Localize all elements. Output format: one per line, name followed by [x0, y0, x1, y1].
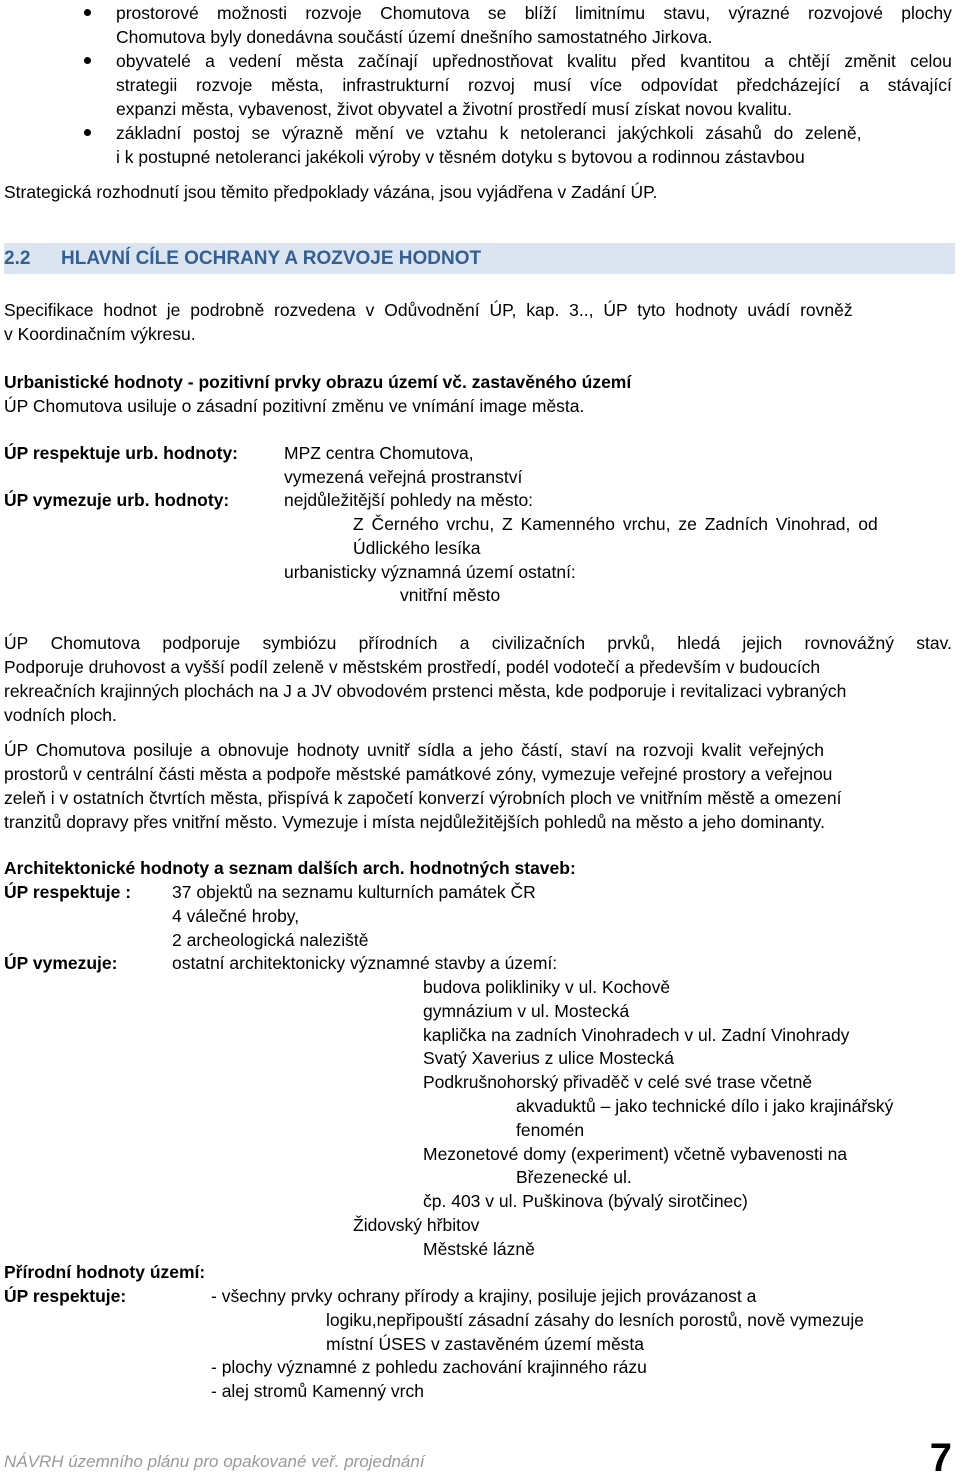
bullet-1-line-2: Chomutova byly donedávna součástí území dnešního samostatného Jirkova.	[116, 27, 713, 47]
arch-respects-item-3: 2 archeologická naleziště	[172, 930, 369, 950]
arch-heading: Architektonické hodnoty a seznam dalších arch. hodnotných staveb:	[4, 858, 576, 878]
spec-line-1: Specifikace hodnot je podrobně rozvedena v Odůvodnění ÚP, kap. 3.., ÚP tyto hodnoty uvádí rovněž	[4, 300, 853, 320]
nature-item-1-line-2: logiku,nepřipouští zásadní zásahy do lesních porostů, nově vymezuje	[326, 1310, 864, 1330]
bullet-3-line-2: i k postupné netoleranci jakékoli výroby v těsném dotyku s bytovou a rodinnou zástavbou	[116, 147, 805, 167]
bullet-dot	[84, 9, 91, 16]
para2-line-1: ÚP Chomutova posiluje a obnovuje hodnoty uvnitř sídla a jeho částí, staví na rozvoji kvalit veřejných	[4, 740, 824, 760]
arch-respects-label: ÚP respektuje :	[4, 882, 132, 902]
page-number: 7	[929, 1436, 952, 1480]
arch-baths: Městské lázně	[423, 1239, 535, 1259]
arch-mezonet-2: Březenecké ul.	[516, 1167, 632, 1187]
strategic-text: Strategická rozhodnutí jsou těmito předpoklady vázána, jsou vyjádřena v Zadání ÚP.	[4, 182, 658, 202]
para1-line-1: ÚP Chomutova podporuje symbiózu přírodních a civilizačních prvků, hledá jejich rovnovážný stav.	[4, 633, 952, 653]
nature-respects-label: ÚP respektuje:	[4, 1286, 127, 1306]
bullet-dot	[84, 129, 91, 136]
footer-text: NÁVRH územního plánu pro opakované veř. projednání	[4, 1452, 425, 1471]
section-heading	[4, 248, 481, 270]
spec-line-2: v Koordinačním výkresu.	[4, 324, 196, 344]
arch-mezonet-1: Mezonetové domy (experiment) včetně vybavenosti na	[423, 1144, 848, 1164]
bullet-3-line-1: základní postoj se výrazně mění ve vztahu k netoleranci jakýchkoli zásahů do zeleně,	[116, 123, 862, 143]
arch-defines-label: ÚP vymezuje:	[4, 953, 118, 973]
arch-item-2: gymnázium v ul. Mostecká	[423, 1001, 630, 1021]
para2-line-3: zeleň i v ostatních čtvrtích města, přispívá k započetí konverzí výrobních ploch ve vnitřním městě a omezení	[4, 788, 842, 808]
urban-defines-4: urbanisticky významná území ostatní:	[284, 562, 576, 582]
arch-respects-item-2: 4 válečné hroby,	[172, 906, 300, 926]
urban-intro: ÚP Chomutova usiluje o zásadní pozitivní změnu ve vnímání image města.	[4, 396, 585, 416]
bullet-2-line-2: strategii rozvoje města, infrastrukturní rozvoj musí více odpovídat předcházející a stávající	[116, 75, 952, 95]
arch-respects-item-1: 37 objektů na seznamu kulturních památek ČR	[172, 882, 536, 902]
para1-line-4: vodních ploch.	[4, 705, 117, 725]
nature-item-1-line-1: - všechny prvky ochrany přírody a krajiny, posiluje jejich provázanost a	[211, 1286, 757, 1306]
arch-item-4: Svatý Xaverius z ulice Mostecká	[423, 1048, 674, 1068]
urban-heading: Urbanistické hodnoty - pozitivní prvky obrazu území vč. zastavěného území	[4, 372, 632, 392]
arch-item-5: Podkrušnohorský přivaděč v celé své trase včetně	[423, 1072, 813, 1092]
urban-defines-1: nejdůležitější pohledy na město:	[284, 490, 534, 510]
bullet-2-line-1: obyvatelé a vedení města začínají upřednostňovat kvalitu před kvantitou a chtějí změnit celou	[116, 51, 952, 71]
urban-respects-label: ÚP respektuje urb. hodnoty:	[4, 443, 239, 463]
urban-respects-2: vymezená veřejná prostranství	[284, 467, 523, 487]
urban-defines-5: vnitřní město	[400, 585, 501, 605]
bullet-1-line-1: prostorové možnosti rozvoje Chomutova se blíží limitnímu stavu, výrazné rozvojové plochy	[116, 3, 952, 23]
nature-item-3: - alej stromů Kamenný vrch	[211, 1381, 424, 1401]
urban-defines-label: ÚP vymezuje urb. hodnoty:	[4, 490, 230, 510]
nature-heading: Přírodní hodnoty území:	[4, 1262, 206, 1282]
urban-defines-3: Údlického lesíka	[353, 538, 481, 558]
arch-item-3: kaplička na zadních Vinohradech v ul. Zadní Vinohrady	[423, 1025, 850, 1045]
urban-respects-1: MPZ centra Chomutova,	[284, 443, 474, 463]
para1-line-2: Podporuje druhovost a vyšší podíl zeleně v městském prostředí, podél vodotečí a především v budoucích	[4, 657, 821, 677]
arch-aqueduct-1: akvaduktů – jako technické dílo i jako krajinářský	[516, 1096, 894, 1116]
para2-line-2: prostorů v centrální části města a podpoře městské památkové zóny, vymezuje veřejné prostory a veřejnou	[4, 764, 833, 784]
arch-aqueduct-2: fenomén	[516, 1120, 585, 1140]
bullet-dot	[84, 57, 91, 64]
urban-defines-2: Z Černého vrchu, Z Kamenného vrchu, ze Zadních Vinohrad, od	[353, 514, 878, 534]
arch-cemetery: Židovský hřbitov	[353, 1215, 480, 1235]
section-number: 2.2	[4, 248, 31, 269]
nature-item-2: - plochy významné z pohledu zachování krajinného rázu	[211, 1357, 647, 1377]
section-title: HLAVNÍ CÍLE OCHRANY A ROZVOJE HODNOT	[61, 248, 482, 269]
arch-orphanage: čp. 403 v ul. Puškinova (bývalý sirotčinec)	[423, 1191, 748, 1211]
arch-item-1: budova polikliniky v ul. Kochově	[423, 977, 671, 997]
para2-line-4: tranzitů dopravy přes vnitřní město. Vymezuje i místa nejdůležitějších pohledů na město a jeho dominanty.	[4, 812, 825, 832]
nature-item-1-line-3: místní ÚSES v zastavěném území města	[326, 1334, 645, 1354]
bullet-2-line-3: expanzi města, vybavenost, život obyvatel a životní prostředí musí získat novou kvalitu.	[116, 99, 793, 119]
para1-line-3: rekreačních krajinných plochách na J a JV obvodovém prstenci města, kde podporuje i revitalizaci vybraných	[4, 681, 847, 701]
arch-defines-intro: ostatní architektonicky významné stavby a území:	[172, 953, 558, 973]
